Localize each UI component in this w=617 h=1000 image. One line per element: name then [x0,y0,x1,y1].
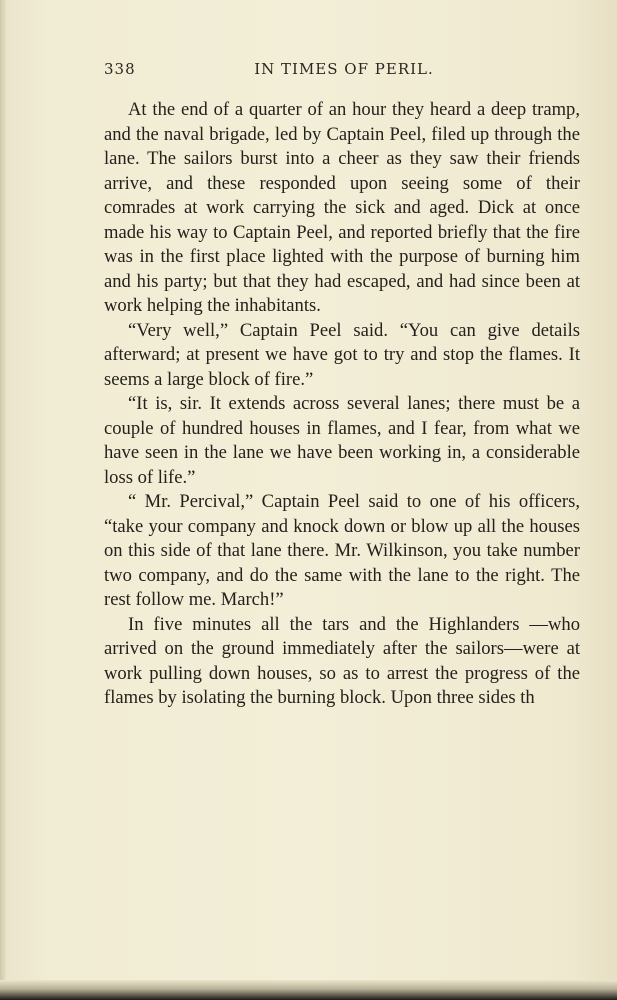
page-gutter-shadow [0,0,6,1000]
paragraph: “ Mr. Percival,” Captain Peel said to one of his officers, “take your company and knock down or blow up all the houses on this side of that lane there. Mr. Wilkinson, you take number two company, and do the same with the lane to the right. The rest follow me. March!” [104,491,580,610]
paragraph: At the end of a quarter of an hour they heard a deep tramp, and the naval brigade, led by Captain Peel, filed up through the lane. The sailors burst into a cheer as they saw their friends arrive, and these responded upon seeing some of their comrades at work carrying the sick and aged. Dick at once made his way to Captain Peel, and reported briefly that the fire was in the first place lighted with the purpose of burning him and his party; but that they had escaped, and had since been at work helping the inhabitants. [104,99,580,316]
paragraph: “It is, sir. It extends across several lanes; there must be a couple of hundred houses in flames, and I fear, from what we have seen in the lane we have been working in, a considerable loss of life.” [104,393,580,488]
page-header [104,60,584,86]
running-title: IN TIMES OF PERIL. [254,60,434,78]
paragraph: In five minutes all the tars and the Highlanders —who arrived on the ground immediately after the sailors—were at work pulling down houses, so as to arrest the progress of the flames by isolating the burning block. Upon three sides th [104,613,580,708]
paragraph: “Very well,” Captain Peel said. “You can give details afterward; at present we have got to try and stop the flames. It seems a large block of fire.” [104,319,580,390]
body-text [104,98,580,711]
page-bottom-edge [0,980,617,1000]
page-number: 338 [104,60,136,78]
